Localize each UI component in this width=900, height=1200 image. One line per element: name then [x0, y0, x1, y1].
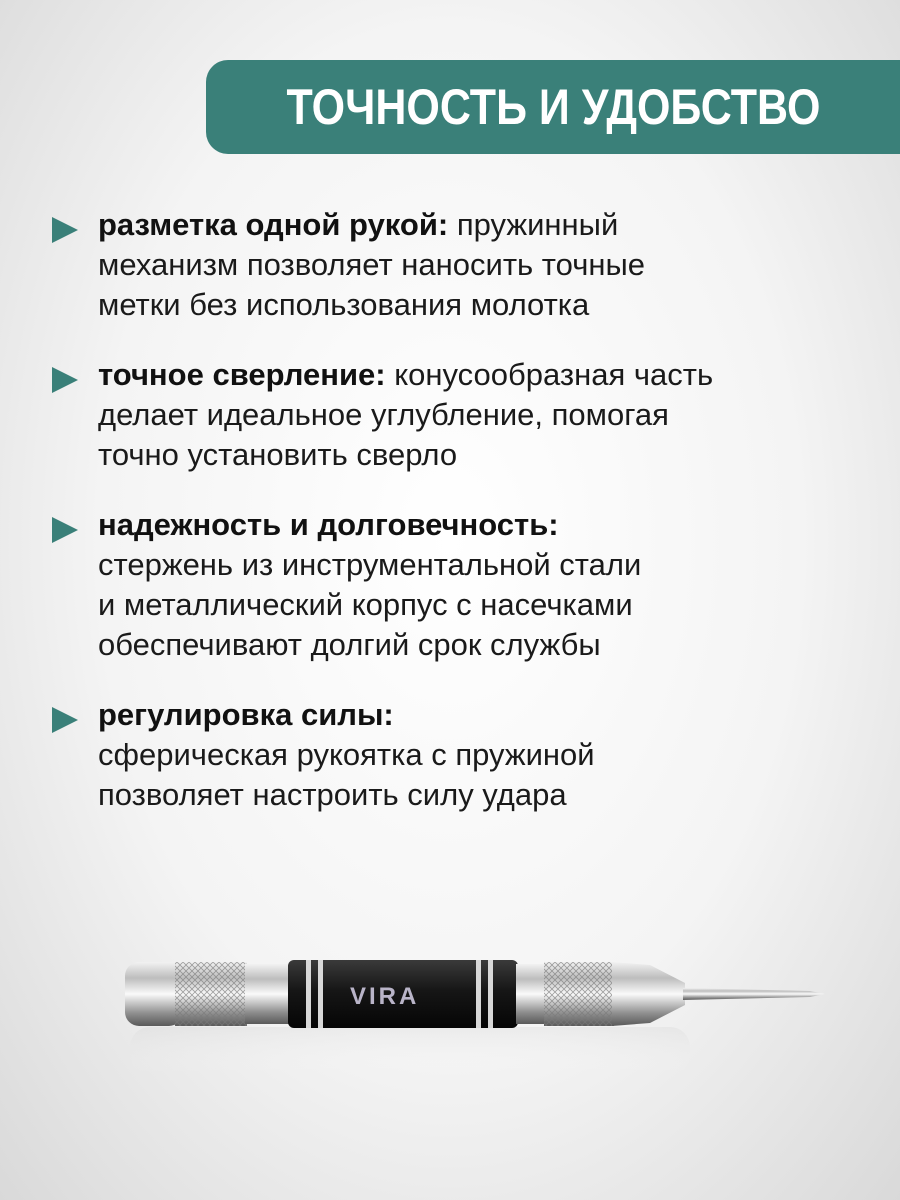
feature-item [52, 505, 872, 665]
triangle-bullet-icon [52, 367, 78, 393]
brand-logo: VIRA [350, 983, 420, 1010]
feature-list [52, 205, 872, 845]
feature-title: регулировка силы: [98, 697, 394, 732]
triangle-bullet-icon [52, 517, 78, 543]
feature-description: конусообразная часть [385, 357, 714, 392]
feature-description: сферическая рукоятка с пружиной [98, 737, 595, 772]
feature-description: и металлический корпус с насечками [98, 587, 633, 622]
feature-description: механизм позволяет наносить точные [98, 247, 646, 282]
feature-title: надежность и долговечность: [98, 507, 559, 542]
triangle-bullet-icon [52, 217, 78, 243]
feature-item [52, 205, 872, 325]
center-punch-tool-icon [120, 935, 840, 1125]
product-image [120, 935, 840, 1125]
page-title: ТОЧНОСТЬ И УДОБСТВО [286, 79, 820, 135]
feature-item [52, 355, 872, 475]
triangle-bullet-icon [52, 707, 78, 733]
feature-title: точное сверление: [98, 357, 386, 392]
feature-description: стержень из инструментальной стали [98, 547, 642, 582]
feature-item [52, 695, 872, 815]
feature-description: метки без использования молотка [98, 287, 590, 322]
feature-description: обеспечивают долгий срок службы [98, 627, 601, 662]
title-banner [206, 60, 900, 154]
feature-description: позволяет настроить силу удара [98, 777, 567, 812]
feature-title: разметка одной рукой: [98, 207, 449, 242]
feature-description: пружинный [448, 207, 619, 242]
feature-description: делает идеальное углубление, помогая [98, 397, 669, 432]
feature-description: точно установить сверло [98, 437, 458, 472]
